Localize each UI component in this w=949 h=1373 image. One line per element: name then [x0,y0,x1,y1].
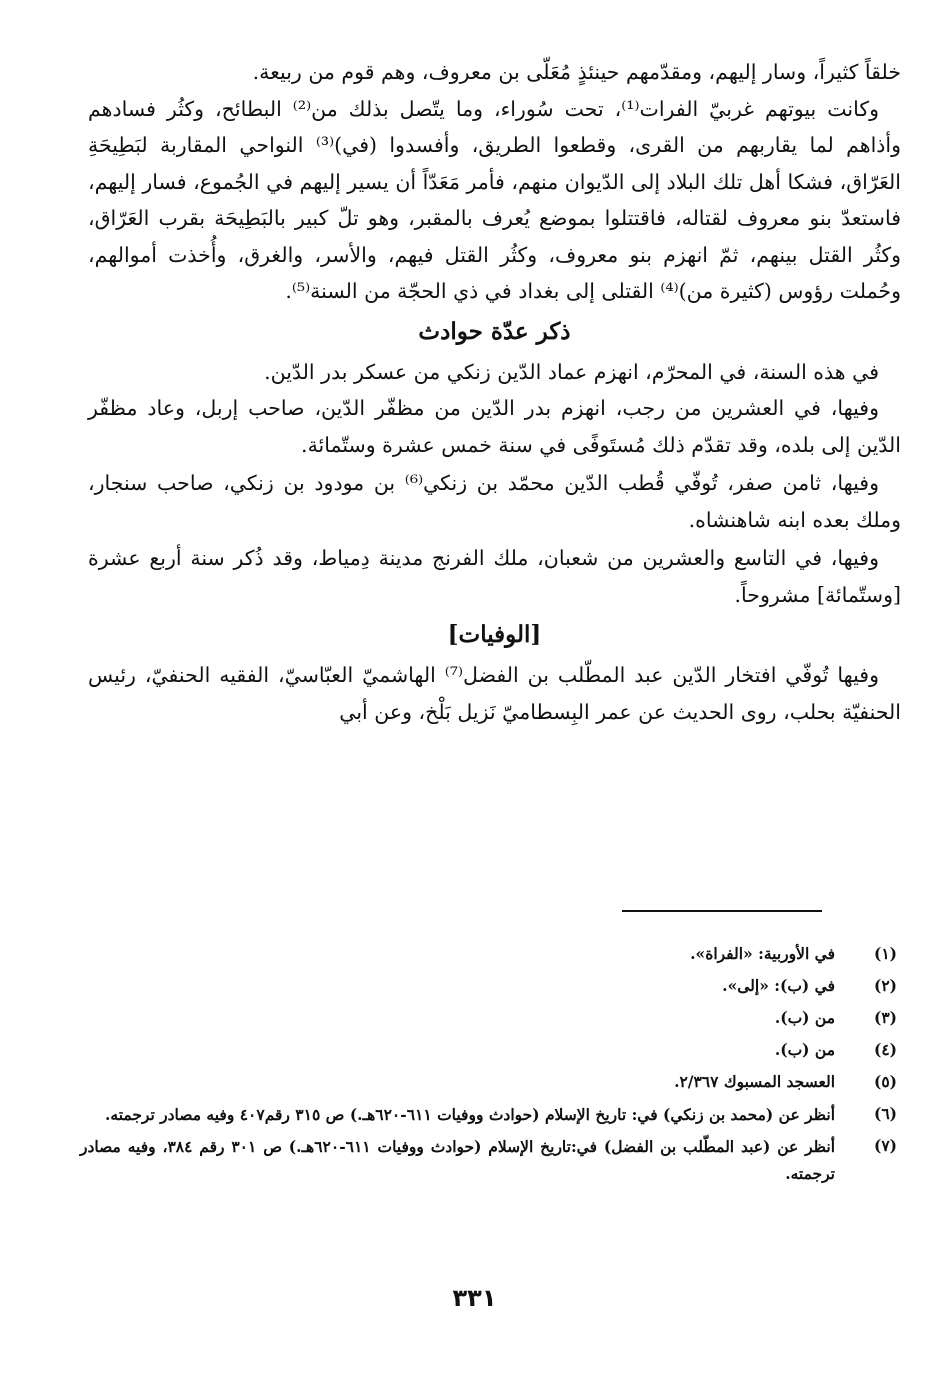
footnote-number: (٣) [873,1008,897,1027]
paragraph-5: وفيها، ثامن صفر، تُوفّي قُطب الدّين محمّد بن زنكي⁽⁶⁾ بن مودود بن زنكي، صاحب سنجار، وملك بعده ابنه شاهنشاه. [88,471,901,532]
paragraph-7: وفيها تُوفّي افتخار الدّين عبد المطّلب بن الفضل⁽⁷⁾ الهاشميّ العبّاسيّ، الفقيه الحنفيّ، رئيس الحنفيّة بحلب، روى الحديث عن عمر البِسطاميّ نَزيل بَلْخ، وعن أبي [88,663,901,724]
main-text [88,54,901,730]
footnote-text: من (ب). [774,1040,835,1059]
paragraph-1: خلقاً كثيراً، وسار إليهم، ومقدّمهم حينئذٍ مُعَلّى بن معروف، وهم قوم من ربيعة. [252,60,901,84]
footnote-number: (٢) [873,976,897,995]
footnote-item [80,1034,897,1066]
footnote-text: في (ب): «إلى». [722,976,835,995]
footnote-item [80,938,897,970]
footnote-text: أنظر عن (عبد المطّلب بن الفضل) في:تاريخ الإسلام (حوادث ووفيات ٦١١-٦٢٠هـ.) ص ٣٠١ رقم ٣٨٤، وفيه مصادر ترجمته. [80,1137,836,1183]
footnote-divider [622,910,822,912]
footnote-text: في الأوربية: «الفراة». [690,944,835,963]
footnote-text: العسجد المسبوك ٢/٣٦٧. [674,1072,835,1091]
paragraph-6: وفيها، في التاسع والعشرين من شعبان، ملك الفرنج مدينة دِمياط، وقد ذُكر سنة أربع عشرة [وستّمائة] مشروحاً. [88,546,901,607]
paragraph-4: وفيها، في العشرين من رجب، انهزم بدر الدّين من مظفّر الدّين، صاحب إربل، وعاد مظفّر الدّين إلى بلده، وقد تقدّم ذلك مُستَوفًى في سنة خمس عشرة وستّمائة. [88,396,901,457]
footnote-item [80,1066,897,1098]
footnote-item [80,970,897,1002]
footnote-text: أنظر عن (محمد بن زنكي) في: تاريخ الإسلام (حوادث ووفيات ٦١١-٦٢٠هـ.) ص ٣١٥ رقم٤٠٧ وفيه مصادر ترجمته. [104,1105,835,1124]
footnote-item [80,1130,897,1187]
section-heading-deaths: [الوفيات] [447,621,542,648]
footnote-item [80,1002,897,1034]
footnote-item [80,1098,897,1130]
footnote-number: (٦) [873,1104,897,1123]
footnote-number: (١) [873,944,897,963]
page-number: ٣٣١ [452,1284,497,1312]
footnote-number: (٤) [873,1040,897,1059]
footnotes [80,938,897,1187]
paragraph-2: وكانت بيوتهم غربيّ الفرات⁽¹⁾، تحت سُوراء، وما يتّصل بذلك من⁽²⁾ البطائح، وكثُر فسادهم وأذاهم لما يقاربهم من القرى، وقطعوا الطريق، وأفسدوا (في)⁽³⁾ النواحي المقاربة لبَطِيحَةِ العَرّاق، فشكا أهل تلك البلاد إلى الدّيوان منهم، فأمر مَعَدّاً أن يسير إليهم في الجُموع، فسار إليهم، فاستعدّ بنو معروف لقتاله، فاقتتلوا بموضع يُعرف بالمقبر، وهو تلّ كبير بالبَطِيحَة بقرب العَرّاق، وكثُر القتل بينهم، ثمّ انهزم بنو معروف، وكثُر القتل فيهم، والأسر، والغرق، وأُخذت أموالهم، وحُملت رؤوس (كثيرة من)⁽⁴⁾ القتلى إلى بغداد في ذي الحجّة من السنة⁽⁵⁾. [88,96,902,303]
paragraph-3: في هذه السنة، في المحرّم، انهزم عماد الدّين زنكي من عسكر بدر الدّين. [264,359,879,384]
footnote-text: من (ب). [774,1008,835,1027]
footnote-number: (٧) [873,1136,897,1155]
section-heading-events: ذكر عدّة حوادث [418,317,571,345]
footnote-number: (٥) [873,1072,897,1091]
